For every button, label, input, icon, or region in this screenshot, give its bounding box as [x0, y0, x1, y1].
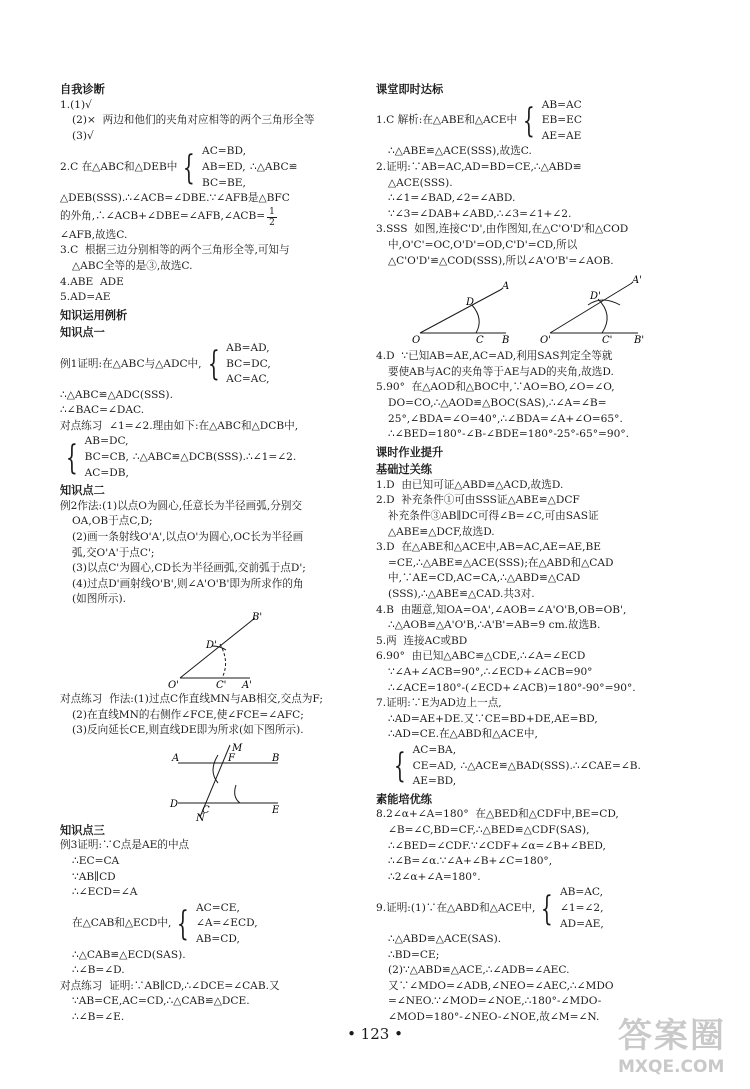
- subsection-title: 知识点一: [60, 326, 105, 340]
- answer-line: ∴2∠α+∠A=180°.: [388, 870, 481, 883]
- answer-line: (3)反向延长CE,则直线DE即为所求(如下图所示).: [72, 724, 304, 737]
- answer-line: 4.B 由题意,知OA=OA',∠AOB=∠A'O'B,OB=OB',: [376, 603, 627, 616]
- answer-line: ∴△ABE≌△ACE(SSS),故选C.: [388, 145, 532, 158]
- equation-system-block: [60, 341, 378, 388]
- answer-line: 6.90° 由已知△ABC≌△CDE,∴∠A=∠ECD: [376, 650, 586, 663]
- answer-line: ∴∠ACE=180°-(∠ECD+∠ACB)=180°-90°=90°.: [388, 681, 636, 694]
- answer-line: 2.D 补充条件①可由SSS证△ABE≌△DCF: [376, 494, 580, 507]
- answer-line: 在△CAB和△ECD中,: [72, 917, 172, 930]
- answer-line: (3)√: [72, 129, 94, 142]
- left-brace: {: [177, 904, 190, 945]
- label-o-prime: O': [540, 335, 551, 347]
- equation-system-block: [376, 885, 694, 932]
- answer-line: ∵AB=CE,AC=CD,∴△CAB≌△DCE.: [72, 995, 250, 1008]
- label-n: N: [196, 812, 205, 821]
- system-row: AB=AC,: [559, 886, 604, 899]
- left-column: [60, 80, 378, 1026]
- answer-line: ∵∠A+∠ACB=90°,∴∠ECD+∠ACB=90°: [388, 666, 593, 678]
- equation-system-block: [60, 901, 378, 948]
- label-c: C: [202, 804, 210, 816]
- construction-arc-small: [235, 785, 240, 803]
- angle-construction-figure: [60, 610, 378, 690]
- answer-line: (3)以点C'为圆心,CD长为半径画弧,交前弧于点D';: [72, 562, 306, 575]
- answer-line: 5.90° 在△AOD和△BOC中,∵AO=BO,∠O=∠O,: [376, 381, 615, 394]
- answer-line: 3.D 在△ABE和△ACE中,AB=AC,AE=AE,BE: [376, 541, 602, 554]
- equation-system-block: [60, 434, 378, 481]
- answer-line: DO=CO,∴△AOD≌△BOC(SAS),∴∠A=∠B=: [388, 396, 607, 409]
- answer-line: 例3证明:∵C点是AE的中点: [60, 839, 190, 852]
- label-d-prime: D': [206, 640, 217, 651]
- answer-line: 又∵∠MDO=∠ADB,∠NEO=∠AEC,∴∠MDO: [388, 979, 614, 992]
- system-row: AC=DB,: [84, 466, 129, 479]
- label-d: D: [170, 798, 179, 810]
- watermark-line2: MXQE.COM: [618, 1057, 725, 1077]
- system-row: AB=DC,: [84, 435, 129, 448]
- answer-line: ∴∠ECD=∠A: [72, 886, 138, 899]
- system-row: ∠1=∠2,: [559, 901, 604, 914]
- answer-line: ∵∠3=∠DAB+∠ABD,∴∠3=∠1+∠2.: [388, 207, 572, 220]
- answer-line: ∠MOD=180°-∠NEO-∠NOE,故∠M=∠N.: [388, 1011, 600, 1024]
- answer-line: ∴△ACE≌△BAD(SSS).∴∠CAE=∠B.: [460, 759, 641, 772]
- answer-line: 1.D 由已知可证△ABD≌△ACD,故选D.: [376, 478, 564, 491]
- left-brace: {: [541, 888, 554, 929]
- label-b: B: [502, 335, 510, 347]
- system-row: EB=EC: [541, 114, 582, 127]
- answer-line: 4.ABE ADE: [60, 275, 124, 288]
- answer-line: 3.C 根据三边分别相等的两个三角形全等,可知与: [60, 244, 290, 257]
- system-row: ∠A=∠ECD,: [195, 917, 258, 930]
- answer-line: ∴△ABC≌△ADC(SSS).: [60, 388, 173, 401]
- system-row: AB=AC: [541, 98, 582, 111]
- answer-line: (2)× 两边和他们的夹角对应相等的两个三角形全等: [72, 114, 315, 127]
- label-a-prime: A': [632, 275, 642, 287]
- label-e: E: [272, 804, 280, 816]
- ray-ob: [180, 618, 255, 678]
- system-row: AD=AE,: [559, 917, 604, 930]
- answer-line: ∴△ABD≌△ACE(SAS).: [388, 933, 502, 946]
- label-c-prime: C': [602, 335, 613, 347]
- answer-line: ∴∠B=∠α.∵∠A+∠B+∠C=180°,: [388, 855, 553, 868]
- answer-line: ∴△ABC≌△DCB(SSS).∴∠1=∠2.: [132, 451, 297, 464]
- answer-line: ∴∠1=∠BAD,∠2=∠ABD.: [388, 192, 516, 205]
- section-title-knowledge-use: 知识运用例析: [60, 308, 128, 322]
- answer-line: ∴∠B=∠D.: [72, 964, 125, 977]
- section-title-in-class: 课堂即时达标: [376, 83, 444, 96]
- answer-line: 7.证明:∵E为AD边上一点,: [376, 697, 502, 710]
- label-m: M: [232, 742, 243, 754]
- answer-line: =CE,∴△ABE≌△ACE(SSS);在△ABD和△CAD: [388, 556, 614, 569]
- answer-line: △C'O'D'≌△COD(SSS),所以∠A'O'B'=∠AOB.: [388, 254, 614, 267]
- label-o: O: [412, 335, 421, 347]
- answer-line: △ABE≌△DCF,故选D.: [388, 525, 495, 538]
- answer-line: ∴△ABC≌: [249, 160, 298, 173]
- answer-line: (2)画一条射线O'A',以点O'为圆心,OC长为半径画: [72, 531, 304, 544]
- answer-line: 5.两 连接AC或BD: [376, 634, 468, 647]
- equation-system-block: [376, 98, 694, 145]
- label-d: D: [466, 297, 475, 309]
- system-row: CE=AD,: [412, 759, 457, 772]
- answer-line: ∴AD=CE.在△ABD和△ACE中,: [388, 728, 538, 741]
- left-brace: {: [207, 344, 220, 385]
- answer-line: 3.SSS 如图,连接C'D',由作图知,在△C'O'D'和△COD: [376, 223, 629, 236]
- answer-line: (4)过点D'画射线O'B',则∠A'O'B'即为所求作的角: [72, 577, 304, 590]
- construction-arc: [472, 305, 479, 333]
- answer-line: ∴∠BED=∠CDF.∵∠CDF+∠α=∠B+∠BED,: [388, 839, 606, 852]
- answer-line: ∴△AOB≌△A'O'B,∴A'B'=AB=9 cm.故选B.: [388, 619, 601, 632]
- system-row: BC=BE,: [202, 176, 246, 189]
- label-c-prime: C': [216, 680, 227, 690]
- answer-line: 4.D ∵已知AB=AE,AC=AD,利用SAS判定全等就: [376, 350, 613, 363]
- label-o-prime: O': [168, 680, 179, 690]
- page-number: • 123 •: [347, 1025, 403, 1043]
- system-row: BC=DC,: [226, 357, 271, 370]
- answer-line: (如图所示).: [72, 593, 127, 606]
- section-title-homework: 课时作业提升: [376, 445, 444, 459]
- answer-line: ∠B=∠C,BD=CF,∴△BED≌△CDF(SAS),: [388, 823, 590, 836]
- answer-line: 2.C 在△ABC和△DEB中: [60, 160, 178, 173]
- label-f: F: [228, 752, 235, 764]
- label-d-prime: D': [590, 291, 601, 303]
- answer-line: △ABC全等的是③,故选C.: [72, 259, 193, 272]
- answer-line: 弧,交O'A'于点C';: [72, 546, 155, 559]
- answer-line: 8.2∠α+∠A=180° 在△BED和△CDF中,BE=CD,: [376, 808, 619, 821]
- answer-line: (SSS),∴△ABE≌△CAD.共3对.: [388, 588, 535, 601]
- left-brace: {: [183, 147, 196, 188]
- system-row: AE=BD,: [412, 775, 457, 788]
- answer-line: 对点练习 ∠1=∠2.理由如下:在△ABC和△DCB中,: [60, 419, 299, 432]
- system-row: AB=ED,: [202, 160, 246, 173]
- answer-line: 补充条件③AB∥DC可得∠B=∠C,可由SAS证: [388, 510, 599, 523]
- subsection-title: 素能培优练: [376, 792, 432, 806]
- label-a-prime: A': [242, 680, 252, 690]
- answer-line: [60, 207, 378, 228]
- answer-line: ∴∠BED=180°-∠B-∠BDE=180°-25°-65°=90°.: [388, 428, 630, 441]
- subsection-title: 知识点三: [60, 823, 105, 837]
- answer-line: (2)在直线MN的右侧作∠FCE,使∠FCE=∠AFC;: [72, 708, 304, 721]
- construction-arc: [213, 755, 218, 783]
- system-row: AB=AD,: [226, 341, 270, 354]
- left-brace: {: [522, 100, 535, 141]
- answer-line: ∵AB∥CD: [72, 870, 116, 883]
- ray-oa: [420, 289, 502, 333]
- answer-line: △ACE(SSS).: [388, 176, 453, 189]
- answer-line: 例1证明:在△ABC与△ADC中,: [60, 357, 202, 370]
- system-row: BC=CB,: [84, 451, 129, 464]
- right-column: [376, 80, 694, 1026]
- parallel-lines-figure: [60, 741, 378, 821]
- label-a: A: [172, 752, 180, 764]
- system-row: AC=AC,: [226, 373, 270, 386]
- equation-system-block: [376, 743, 694, 790]
- answer-line: ∴AD=AE+DE.又∵CE=BD+DE,AE=BD,: [388, 712, 598, 725]
- label-b-prime: B': [252, 612, 263, 623]
- answer-line: OA,OB于点C,D;: [72, 515, 153, 528]
- section-title-self-diagnosis: 自我诊断: [60, 83, 105, 96]
- answer-line: 5.AD=AE: [60, 291, 111, 304]
- answer-text: 的外角,∴∠ACB+∠DBE=∠AFB,∠ACB=: [60, 210, 266, 223]
- answer-line: 例2作法:(1)以点O为圆心,任意长为半径画弧,分别交: [60, 499, 303, 512]
- system-row: AC=CE,: [195, 901, 240, 914]
- left-brace: {: [65, 437, 78, 478]
- answer-line: ∴BD=CE;: [388, 948, 440, 961]
- answer-line: 要使AB与AC的夹角等于AE与AD的夹角,故选D.: [388, 365, 614, 378]
- fraction-denominator: 2: [269, 217, 275, 228]
- label-c: C: [476, 335, 484, 347]
- answer-line: =∠NEO.∵∠MOD=∠NOE,∴180°-∠MDO-: [388, 995, 602, 1008]
- answer-line: 1.C 解析:在△ABE和△ACE中: [376, 114, 518, 127]
- system-row: AC=BD,: [202, 145, 246, 158]
- answer-line: ∴EC=CA: [72, 854, 120, 867]
- answer-line: ∴∠BAC=∠DAC.: [60, 404, 145, 417]
- watermark-logo: [618, 1008, 738, 1077]
- answer-line: 对点练习 证明:∵AB∥CD,∴∠DCE=∠CAB.又: [60, 979, 280, 992]
- answer-line: 2.证明:∵AB=AC,AD=BD=CE,∴△ABD≌: [376, 160, 582, 173]
- answer-line: ∠AFB,故选C.: [60, 228, 128, 241]
- answer-line: 中,O'C'=OC,O'D'=OD,C'D'=CD,所以: [388, 238, 578, 251]
- angle-copy-figure: [376, 271, 694, 347]
- answer-line: △DEB(SSS).∴∠ACB=∠DBE.∵∠AFB是△BFC: [60, 192, 290, 205]
- fraction: [267, 207, 277, 228]
- label-b: B: [272, 752, 280, 764]
- answer-line: 1.(1)√: [60, 98, 92, 111]
- label-b-prime: B': [634, 335, 645, 347]
- system-row: AB=CD,: [195, 932, 240, 945]
- subsection-title: 知识点二: [60, 484, 105, 498]
- answer-line: ∴△CAB≌△ECD(SAS).: [72, 948, 186, 961]
- answer-line: ∴∠B=∠E.: [72, 1010, 125, 1023]
- answer-line: 9.证明:(1)∵在△ABD和△ACE中,: [376, 901, 536, 914]
- answer-line: 对点练习 作法:(1)过点C作直线MN与AB相交,交点为F;: [60, 693, 323, 705]
- answer-line: (2)∵△ABD≌△ACE,∴∠ADB=∠AEC.: [388, 964, 570, 977]
- label-a: A: [502, 281, 510, 293]
- left-brace: {: [393, 746, 406, 787]
- system-row: AE=AE: [541, 129, 582, 142]
- answer-line: 中,∵AE=CD,AC=CA,∴△ABD≌△CAD: [388, 572, 581, 585]
- construction-arc-2: [598, 299, 607, 333]
- system-row: AC=BA,: [412, 743, 457, 756]
- fraction-numerator: 1: [269, 206, 275, 217]
- equation-system-block: [60, 144, 378, 191]
- watermark-line1: 答案圈: [618, 1016, 726, 1056]
- subsection-title: 基础过关练: [376, 463, 432, 477]
- answer-line: 25°,∠BDA=∠O=40°,∴∠BDA=∠A+∠O=65°.: [388, 412, 623, 425]
